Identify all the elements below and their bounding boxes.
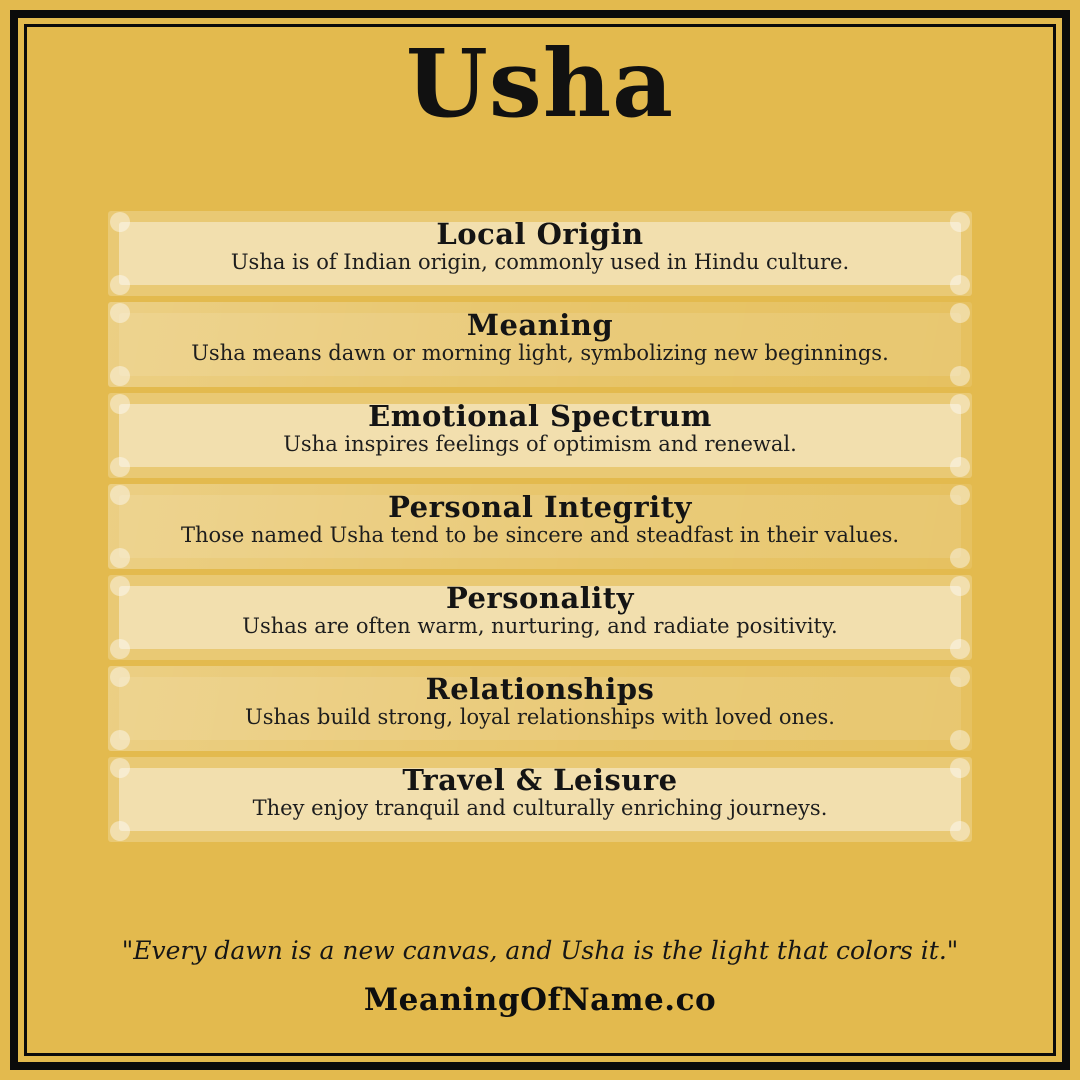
section-card-emotional-spectrum <box>108 393 972 478</box>
section-description: They enjoy tranquil and culturally enriching journeys. <box>252 796 828 820</box>
section-card-local-origin <box>108 211 972 296</box>
section-description: Ushas are often warm, nurturing, and radiate positivity. <box>242 614 838 638</box>
section-title: Travel & Leisure <box>402 763 678 797</box>
section-description: Ushas build strong, loyal relationships with loved ones. <box>245 705 835 729</box>
section-description: Usha is of Indian origin, commonly used in Hindu culture. <box>230 250 850 274</box>
section-card-relationships <box>108 666 972 751</box>
section-card-meaning <box>108 302 972 387</box>
section-description: Usha inspires feelings of optimism and renewal. <box>283 432 797 456</box>
section-title: Personality <box>445 581 635 615</box>
footer-quote: "Every dawn is a new canvas, and Usha is the light that colors it." <box>121 936 959 965</box>
section-title: Meaning <box>466 308 614 342</box>
section-card-travel-leisure <box>108 757 972 842</box>
page-title: Usha <box>405 29 675 139</box>
sections-list <box>108 211 972 848</box>
section-description: Usha means dawn or morning light, symbolizing new beginnings. <box>191 341 889 365</box>
brand-wordmark: MeaningOfName.co <box>363 982 717 1018</box>
section-title: Personal Integrity <box>388 490 692 524</box>
section-title: Relationships <box>425 672 655 706</box>
section-card-personality <box>108 575 972 660</box>
section-description: Those named Usha tend to be sincere and steadfast in their values. <box>180 523 900 547</box>
section-title: Emotional Spectrum <box>368 399 712 433</box>
section-card-personal-integrity <box>108 484 972 569</box>
section-title: Local Origin <box>436 217 644 251</box>
